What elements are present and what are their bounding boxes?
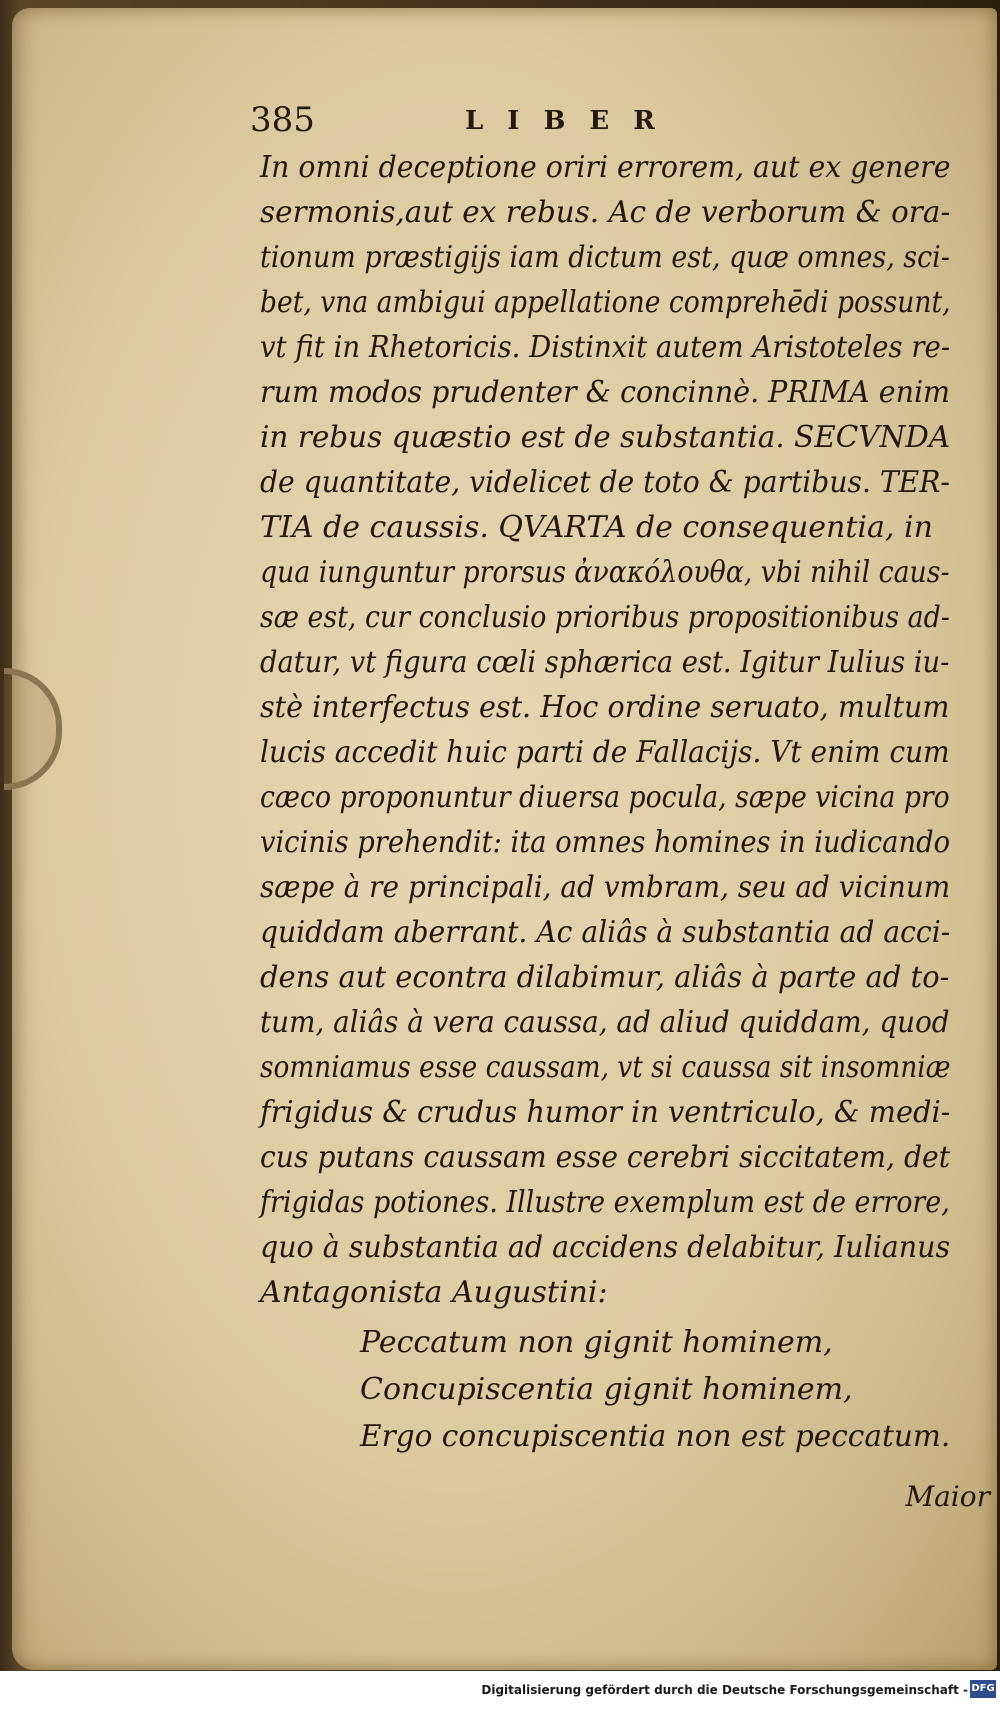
text-line: datur, vt figura cœli sphærica est. Igitur Iulius iu- [260, 645, 950, 680]
running-head: LIBER [465, 106, 679, 136]
text-line: bet, vna ambigui appellatione comprehēdi possunt, [260, 285, 951, 320]
footer-bar [0, 1671, 1000, 1709]
text-line: tionum præstigijs iam dictum est, quæ omnes, sci- [260, 240, 950, 275]
text-line: frigidas potiones. Illustre exemplum est de errore, [260, 1185, 950, 1220]
text-line: de quantitate, videlicet de toto & partibus. TER- [260, 465, 950, 500]
page-clasp [4, 668, 62, 790]
text-line: sæpe à re principali, ad vmbram, seu ad vicinum [260, 870, 951, 905]
verse-line: Peccatum non gignit hominem, [360, 1325, 833, 1360]
text-line: stè interfectus est. Hoc ordine seruato, multum [260, 690, 950, 725]
text-line: cus putans caussam esse cerebri siccitatem, det [260, 1140, 951, 1175]
verse-line: Concupiscentia gignit hominem, [360, 1372, 853, 1407]
text-line: somniamus esse caussam, vt si caussa sit insomniæ [260, 1050, 951, 1085]
text-line: quo à substantia ad accidens delabitur, Iulianus [260, 1230, 951, 1265]
digitization-credit: Digitalisierung gefördert durch die Deutsche Forschungsgemeinschaft - [481, 1683, 968, 1697]
text-line: vt fit in Rhetoricis. Distinxit autem Aristoteles re- [260, 330, 951, 365]
text-line: vicinis prehendit: ita omnes homines in iudicando [260, 825, 951, 860]
text-line: dens aut econtra dilabimur, aliâs à parte ad to- [260, 960, 950, 995]
text-line: cæco proponuntur diuersa pocula, sæpe vicina pro [260, 780, 950, 815]
page-number: 385 [250, 100, 315, 140]
text-line: Antagonista Augustini: [260, 1275, 608, 1310]
text-line: In omni deceptione oriri errorem, aut ex genere [260, 150, 951, 185]
text-line: sermonis,aut ex rebus. Ac de verborum & ora- [260, 195, 951, 230]
dfg-logo-icon: DFG [970, 1680, 996, 1698]
page-header [250, 100, 950, 150]
text-line: quiddam aberrant. Ac aliâs à substantia ad acci- [260, 915, 951, 950]
text-line: frigidus & crudus humor in ventriculo, & medi- [260, 1095, 951, 1130]
text-line: qua iunguntur prorsus ἀνακόλουθα, vbi nihil caus- [260, 555, 950, 590]
text-line: in rebus quæstio est de substantia. SECVNDA [260, 420, 951, 455]
catchword: Maior [905, 1480, 990, 1513]
verse-line: Ergo concupiscentia non est peccatum. [360, 1419, 951, 1454]
text-line: tum, aliâs à vera caussa, ad aliud quiddam, quod [260, 1005, 950, 1040]
text-line: TIA de caussis. QVARTA de consequentia, in [260, 510, 933, 545]
text-line: lucis accedit huic parti de Fallacijs. Vt enim cum [260, 735, 950, 770]
text-line: sæ est, cur conclusio prioribus propositionibus ad- [260, 600, 950, 635]
text-line: rum modos prudenter & concinnè. PRIMA enim [260, 375, 951, 410]
